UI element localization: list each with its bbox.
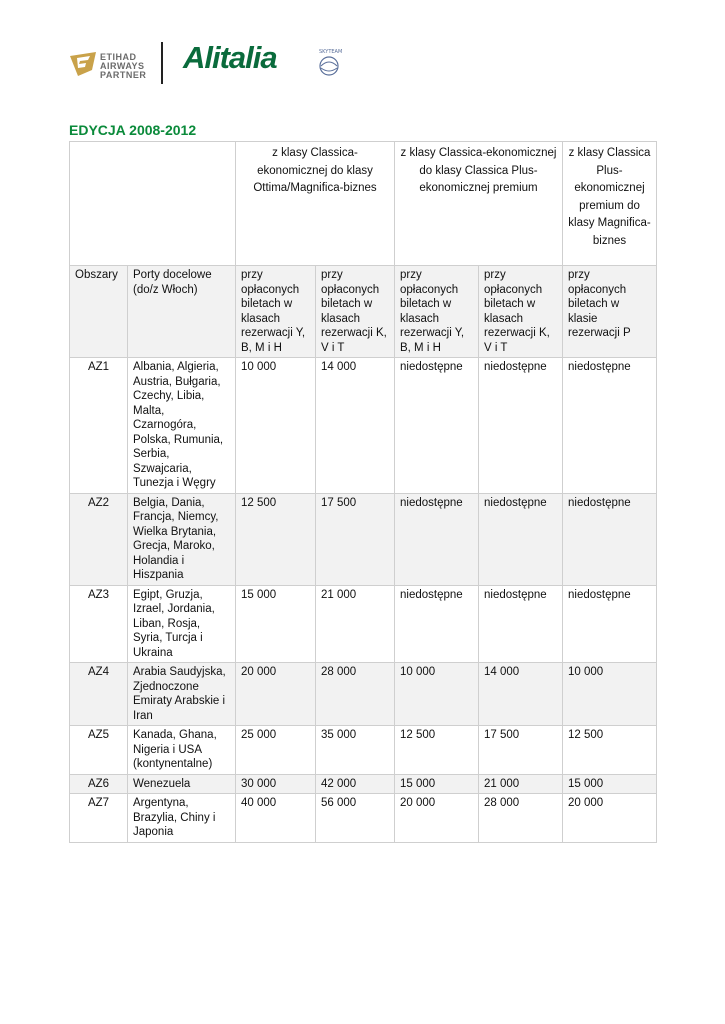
miles-cell: 14 000 xyxy=(316,358,395,494)
zone-cell: AZ2 xyxy=(70,493,128,585)
sub-header-cell: przy opłaconych biletach w klasie rezerwacji P xyxy=(563,266,657,358)
zone-cell: AZ7 xyxy=(70,794,128,843)
miles-cell: niedostępne xyxy=(563,358,657,494)
miles-cell: 12 500 xyxy=(563,726,657,775)
table-row xyxy=(70,493,657,585)
table-row xyxy=(70,794,657,843)
miles-table xyxy=(69,141,657,843)
sub-header-cell: Porty docelowe (do/z Włoch) xyxy=(128,266,236,358)
miles-cell: niedostępne xyxy=(563,493,657,585)
table-row xyxy=(70,774,657,794)
miles-cell: niedostępne xyxy=(479,585,563,663)
miles-cell: 10 000 xyxy=(395,663,479,726)
miles-cell: 42 000 xyxy=(316,774,395,794)
zone-cell: AZ3 xyxy=(70,585,128,663)
miles-cell: 20 000 xyxy=(236,663,316,726)
destinations-cell: Argentyna, Brazylia, Chiny i Japonia xyxy=(128,794,236,843)
miles-cell: niedostępne xyxy=(479,493,563,585)
miles-cell: 25 000 xyxy=(236,726,316,775)
miles-cell: niedostępne xyxy=(395,358,479,494)
etihad-logo-line-3: PARTNER xyxy=(100,70,147,80)
skyteam-logo-text: SKYTEAM xyxy=(319,49,343,55)
miles-cell: niedostępne xyxy=(479,358,563,494)
sub-header-cell: Obszary xyxy=(70,266,128,358)
destinations-cell: Kanada, Ghana, Nigeria i USA (kontynentalne) xyxy=(128,726,236,775)
miles-cell: 10 000 xyxy=(563,663,657,726)
miles-cell: 14 000 xyxy=(479,663,563,726)
page-header xyxy=(68,40,368,86)
table-row xyxy=(70,663,657,726)
miles-cell: niedostępne xyxy=(395,493,479,585)
destinations-cell: Wenezuela xyxy=(128,774,236,794)
sub-header-cell: przy opłaconych biletach w klasach rezerwacji Y, B, M i H xyxy=(236,266,316,358)
miles-cell: 10 000 xyxy=(236,358,316,494)
table-row xyxy=(70,358,657,494)
miles-cell: 12 500 xyxy=(236,493,316,585)
destinations-cell: Egipt, Gruzja, Izrael, Jordania, Liban, Rosja, Syria, Turcja i Ukraina xyxy=(128,585,236,663)
etihad-logo-line-2: AIRWAYS xyxy=(100,61,145,71)
miles-cell: 15 000 xyxy=(395,774,479,794)
sub-header-row xyxy=(70,266,657,358)
miles-cell: 15 000 xyxy=(563,774,657,794)
miles-cell: 17 500 xyxy=(479,726,563,775)
table-row xyxy=(70,726,657,775)
group-header-ottima-magnifica: z klasy Classica-ekonomicznej do klasy Ottima/Magnifica-biznes xyxy=(236,142,395,266)
skyteam-logo xyxy=(313,44,343,80)
page-title: EDYCJA 2008-2012 xyxy=(69,122,197,138)
alitalia-logo: Alitalia xyxy=(183,40,277,75)
group-header-magnifica: z klasy Classica Plus-ekonomicznej premium do klasy Magnifica-biznes xyxy=(563,142,657,266)
destinations-cell: Albania, Algieria, Austria, Bułgaria, Czechy, Libia, Malta, Czarnogóra, Polska, Rumunia, Serbia, Szwajcaria, Tunezja i Węgry xyxy=(128,358,236,494)
miles-cell: 21 000 xyxy=(479,774,563,794)
destinations-cell: Arabia Saudyjska, Zjednoczone Emiraty Arabskie i Iran xyxy=(128,663,236,726)
miles-cell: 20 000 xyxy=(395,794,479,843)
sub-header-cell: przy opłaconych biletach w klasach rezerwacji K, V i T xyxy=(479,266,563,358)
destinations-cell: Belgia, Dania, Francja, Niemcy, Wielka Brytania, Grecja, Maroko, Holandia i Hiszpania xyxy=(128,493,236,585)
etihad-emblem-icon xyxy=(68,48,98,78)
miles-cell: 28 000 xyxy=(316,663,395,726)
etihad-logo-line-1: ETIHAD xyxy=(100,52,137,62)
miles-cell: 35 000 xyxy=(316,726,395,775)
group-header-classica-plus: z klasy Classica-ekonomicznej do klasy Classica Plus-ekonomicznej premium xyxy=(395,142,563,266)
zone-cell: AZ6 xyxy=(70,774,128,794)
miles-cell: 21 000 xyxy=(316,585,395,663)
miles-cell: 40 000 xyxy=(236,794,316,843)
zone-cell: AZ4 xyxy=(70,663,128,726)
miles-cell: 12 500 xyxy=(395,726,479,775)
miles-cell: 15 000 xyxy=(236,585,316,663)
table-row xyxy=(70,585,657,663)
sub-header-cell: przy opłaconych biletach w klasach rezerwacji Y, B, M i H xyxy=(395,266,479,358)
miles-cell: niedostępne xyxy=(395,585,479,663)
zone-cell: AZ1 xyxy=(70,358,128,494)
header-empty-cell xyxy=(70,142,236,266)
sub-header-cell: przy opłaconych biletach w klasach rezerwacji K, V i T xyxy=(316,266,395,358)
miles-cell: 56 000 xyxy=(316,794,395,843)
miles-cell: 28 000 xyxy=(479,794,563,843)
miles-cell: 20 000 xyxy=(563,794,657,843)
miles-cell: niedostępne xyxy=(563,585,657,663)
logo-divider xyxy=(161,42,163,84)
miles-cell: 30 000 xyxy=(236,774,316,794)
etihad-airways-partner-logo xyxy=(68,46,188,82)
zone-cell: AZ5 xyxy=(70,726,128,775)
miles-cell: 17 500 xyxy=(316,493,395,585)
